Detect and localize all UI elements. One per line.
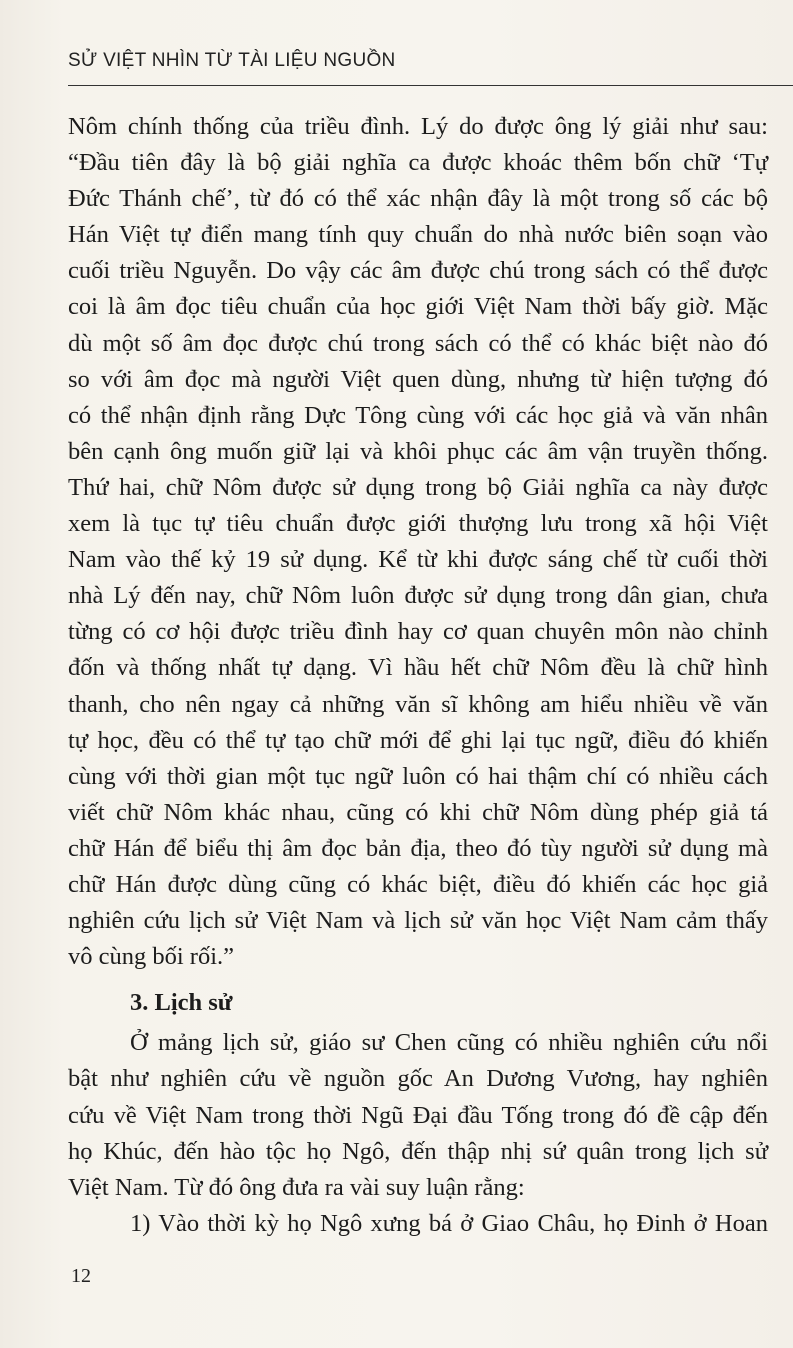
paragraph-list-item bbox=[68, 1206, 768, 1242]
text-line: so với âm đọc mà người Việt quen dùng, nhưng từ hiện tượng đó bbox=[68, 365, 768, 393]
text-line: Ở mảng lịch sử, giáo sư Chen cũng có nhiều nghiên cứu nổi bbox=[130, 1029, 768, 1057]
paragraph-quote bbox=[68, 109, 768, 975]
text-line: nhà Lý đến nay, chữ Nôm luôn được sử dụng trong dân gian, chưa bbox=[68, 582, 768, 610]
text-line: thanh, cho nên ngay cả những văn sĩ không am hiểu nhiều về văn bbox=[68, 690, 768, 718]
text-line: chữ Hán được dùng cũng có khác biệt, điều đó khiến các học giả bbox=[68, 870, 768, 898]
section-heading: 3. Lịch sử bbox=[130, 989, 233, 1017]
text-line: Đức Thánh chế’, từ đó có thể xác nhận đây là một trong số các bộ bbox=[68, 185, 768, 213]
text-line: bật như nghiên cứu về nguồn gốc An Dương Vương, hay nghiên bbox=[68, 1065, 768, 1093]
text-line: 1) Vào thời kỳ họ Ngô xưng bá ở Giao Châu, họ Đinh ở Hoan bbox=[130, 1209, 768, 1237]
running-head: SỬ VIỆT NHÌN TỪ TÀI LIỆU NGUỒN bbox=[68, 50, 396, 71]
text-line: Nôm chính thống của triều đình. Lý do được ông lý giải như sau: bbox=[68, 113, 768, 140]
text-line: họ Khúc, đến hào tộc họ Ngô, đến thập nhị sứ quân trong lịch sử bbox=[68, 1137, 768, 1165]
text-line: vô cùng bối rối.” bbox=[68, 943, 235, 971]
body-text bbox=[68, 109, 768, 1242]
header-rule bbox=[68, 85, 793, 86]
page-number: 12 bbox=[71, 1265, 91, 1287]
text-line: Nam vào thế kỷ 19 sử dụng. Kể từ khi được sáng chế từ cuối thời bbox=[68, 546, 768, 574]
text-line: coi là âm đọc tiêu chuẩn của học giới Việt Nam thời bấy giờ. Mặc bbox=[68, 293, 768, 321]
text-line: xem là tục tự tiêu chuẩn được giới thượng lưu trong xã hội Việt bbox=[68, 510, 768, 538]
text-line: đốn và thống nhất tự dạng. Vì hầu hết chữ Nôm đều là chữ hình bbox=[68, 654, 768, 682]
text-line: viết chữ Nôm khác nhau, cũng có khi chữ Nôm dùng phép giả tá bbox=[68, 798, 768, 826]
text-line: “Đầu tiên đây là bộ giải nghĩa ca được khoác thêm bốn chữ ‘Tự bbox=[68, 149, 768, 177]
paragraph-history bbox=[68, 1025, 768, 1205]
text-line: bên cạnh ông muốn giữ lại và khôi phục các âm vận truyền thống. bbox=[68, 437, 768, 465]
text-line: Hán Việt tự điển mang tính quy chuẩn do nhà nước biên soạn vào bbox=[68, 221, 768, 249]
text-line: dù một số âm đọc được chú trong sách có thể có khác biệt nào đó bbox=[68, 329, 768, 357]
text-line: từng có cơ hội được triều đình hay cơ quan chuyên môn nào chỉnh bbox=[68, 618, 768, 646]
text-line: Thứ hai, chữ Nôm được sử dụng trong bộ Giải nghĩa ca này được bbox=[68, 473, 768, 501]
text-line: nghiên cứu lịch sử Việt Nam và lịch sử văn học Việt Nam cảm thấy bbox=[68, 907, 768, 935]
text-line: có thể nhận định rằng Dực Tông cùng với các học giả và văn nhân bbox=[68, 401, 768, 429]
text-line: tự học, đều có thể tự tạo chữ mới để ghi lại tục ngữ, điều đó khiến bbox=[68, 726, 768, 754]
text-line: cùng với thời gian một tục ngữ luôn có hai thậm chí có nhiều cách bbox=[68, 762, 768, 790]
text-line: chữ Hán để biểu thị âm đọc bản địa, theo đó tùy người sử dụng mà bbox=[68, 834, 768, 862]
text-line: cứu về Việt Nam trong thời Ngũ Đại đầu Tống trong đó đề cập đến bbox=[68, 1101, 768, 1129]
text-line: cuối triều Nguyễn. Do vậy các âm được chú trong sách có thể được bbox=[68, 257, 768, 285]
text-line: Việt Nam. Từ đó ông đưa ra vài suy luận rằng: bbox=[68, 1173, 525, 1201]
